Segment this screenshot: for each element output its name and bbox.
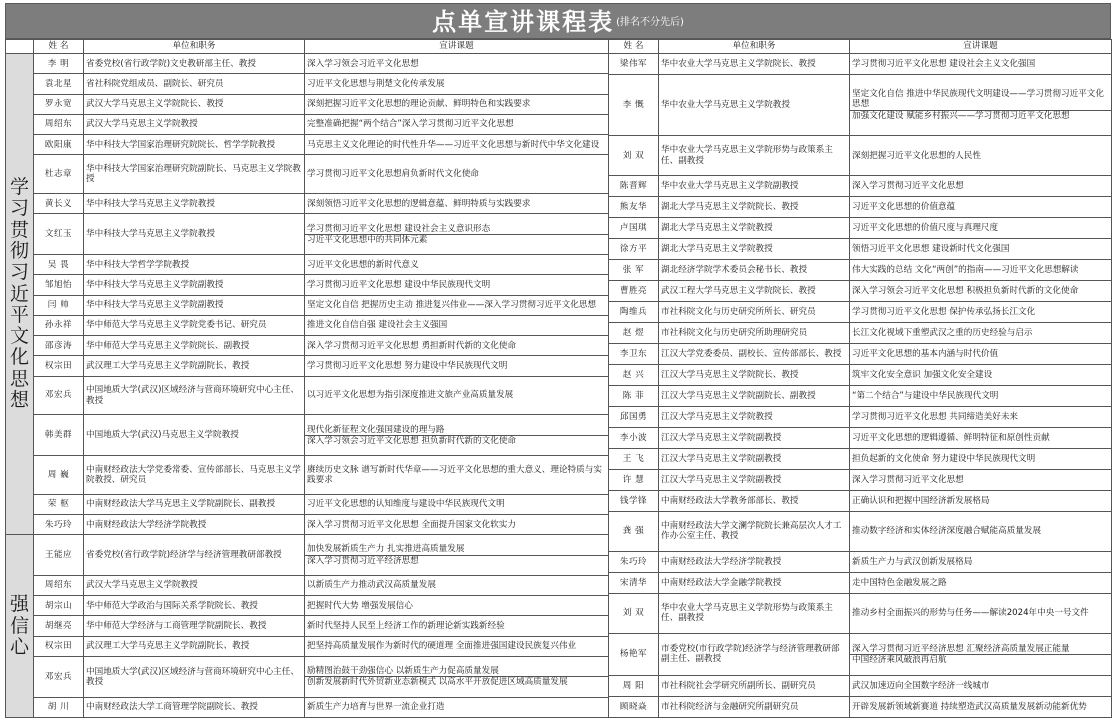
speaker-name: 杨艳军 bbox=[609, 634, 659, 676]
table-row bbox=[609, 427, 1112, 448]
category-label: 学习贯彻习近平文化思想 bbox=[9, 176, 29, 411]
lecture-topic bbox=[850, 197, 1112, 218]
title-subtitle: (排名不分先后) bbox=[616, 17, 684, 28]
lecture-topic bbox=[850, 675, 1112, 696]
topic-line: 加强文化建设 赋能乡村振兴——学习贯彻习近平文化思想 bbox=[850, 110, 1111, 121]
speaker-unit: 华中师范大学马克思主义学院院长、副教授 bbox=[84, 336, 305, 356]
table-row bbox=[609, 239, 1112, 260]
topic-line: 担负起新的文化使命 努力建设中华民族现代文明 bbox=[852, 453, 1036, 464]
speaker-name: 王 飞 bbox=[609, 448, 659, 469]
topic-line: 学习贯彻习近平文化思想 保护传承弘扬长江文化 bbox=[852, 306, 1036, 317]
lecture-topic bbox=[850, 385, 1112, 406]
speaker-unit: 中南财经政法大学工商管理学院副院长、教授 bbox=[84, 697, 305, 717]
left-header-category bbox=[6, 40, 34, 54]
topic-line: 走中国特色金融发展之路 bbox=[852, 577, 947, 588]
speaker-name: 陈晋辉 bbox=[609, 176, 659, 197]
lecture-topic bbox=[850, 281, 1112, 302]
lecture-topic bbox=[850, 469, 1112, 490]
topic-line: 习近平文化思想的价值尺度与真理尺度 bbox=[852, 223, 999, 234]
topic-line: 学习贯彻习近平文化思想 建设社会主义意识形态 bbox=[307, 223, 491, 234]
speaker-name: 邵彦涛 bbox=[34, 336, 84, 356]
lecture-topic bbox=[850, 593, 1112, 633]
right-header-row bbox=[609, 40, 1112, 54]
topic-line: 学习贯彻习近平文化思想 努力建设中华民族现代文明 bbox=[307, 360, 508, 371]
speaker-unit: 华中科技大学马克思主义学院教授 bbox=[84, 194, 305, 214]
table-row bbox=[6, 456, 609, 495]
topic-line: 开辟发展新领域新赛道 持续塑造武汉高质量发展新动能新优势 bbox=[852, 701, 1087, 712]
title-main: 点单宣讲课程表 bbox=[432, 8, 615, 36]
lecture-topic bbox=[305, 616, 609, 636]
speaker-name: 陶维兵 bbox=[609, 302, 659, 323]
speaker-unit: 江汉大学马克思主义学院教授 bbox=[659, 406, 850, 427]
table-row bbox=[6, 575, 609, 595]
topic-line: 习近平文化思想的价值意蕴 bbox=[852, 202, 956, 213]
topic-line: 深入学习贯彻习近平经济思想 汇聚经济高质量发展正能量 bbox=[852, 643, 1070, 654]
topic-line: 深入学习领会习近平文化思想 bbox=[307, 58, 419, 69]
lecture-topic bbox=[850, 448, 1112, 469]
lecture-topic bbox=[305, 54, 609, 74]
table-row bbox=[609, 593, 1112, 633]
topic-line: 新质生产力培育与世界一流企业打造 bbox=[307, 702, 445, 713]
table-row bbox=[6, 135, 609, 155]
speaker-name: 卢国琪 bbox=[609, 218, 659, 239]
topic-line: 筑牢文化安全意识 加强文化安全建设 bbox=[852, 369, 993, 380]
table-row bbox=[6, 515, 609, 535]
left-header-unit: 单位和职务 bbox=[84, 40, 305, 54]
topic-line: 完整准确把握“两个结合”深入学习贯彻习近平文化思想 bbox=[307, 119, 514, 130]
table-row bbox=[609, 572, 1112, 593]
topic-line: 马克思主义文化理论的时代性升华——习近平文化思想与新时代中华文化建设 bbox=[307, 139, 600, 150]
topic-line: 新质生产力与武汉创新发展格局 bbox=[852, 556, 973, 567]
speaker-name: 邹旭怡 bbox=[34, 275, 84, 295]
speaker-name: 朱巧玲 bbox=[34, 515, 84, 535]
speaker-unit: 中南财经政法大学教务部部长、教授 bbox=[659, 490, 850, 511]
speaker-unit: 武汉理工大学马克思主义学院副院长、教授 bbox=[84, 636, 305, 656]
topic-line: 深入学习贯彻习近平文化思想 bbox=[852, 181, 964, 192]
speaker-name: 黄长义 bbox=[34, 194, 84, 214]
speaker-name: 顾晓焱 bbox=[609, 696, 659, 717]
page-title bbox=[6, 7, 1110, 38]
topic-line: 深刻把握习近平文化思想的人民性 bbox=[852, 150, 981, 161]
speaker-unit: 江汉大学马克思主义学院院长、教授 bbox=[659, 364, 850, 385]
table-row bbox=[6, 657, 609, 698]
table-row bbox=[609, 364, 1112, 385]
speaker-name: 权宗田 bbox=[34, 356, 84, 376]
speaker-name: 李 明 bbox=[34, 54, 84, 74]
table-row bbox=[6, 214, 609, 255]
topic-line: 习近平文化思想与荆楚文化传承发展 bbox=[307, 78, 445, 89]
lecture-topic bbox=[305, 114, 609, 134]
lecture-topic bbox=[305, 575, 609, 595]
right-schedule-table bbox=[608, 39, 1112, 718]
speaker-unit: 华中科技大学马克思主义学院副教授 bbox=[84, 295, 305, 315]
topic-line: “第二个结合”与建设中华民族现代文明 bbox=[852, 390, 999, 401]
speaker-name: 宋清华 bbox=[609, 572, 659, 593]
speaker-name: 袁北星 bbox=[34, 74, 84, 94]
topic-line: 深入学习贯彻习近平文化思想 全面提升国家文化软实力 bbox=[307, 519, 516, 530]
lecture-topic bbox=[305, 356, 609, 376]
speaker-unit: 江汉大学马克思主义学院副教授 bbox=[659, 469, 850, 490]
table-row bbox=[609, 448, 1112, 469]
right-header-unit: 单位和职务 bbox=[659, 40, 850, 54]
speaker-unit: 江汉大学马克思主义学院副教授 bbox=[659, 427, 850, 448]
right-header-topic: 宣讲课题 bbox=[850, 40, 1112, 54]
topic-line: 以习近平文化思想为指引深度推进文旅产业高质量发展 bbox=[307, 390, 514, 401]
table-row bbox=[609, 218, 1112, 239]
lecture-topic bbox=[305, 315, 609, 335]
topic-line: 把握时代大势 增强发展信心 bbox=[307, 600, 413, 611]
table-row bbox=[6, 155, 609, 194]
speaker-name: 罗永宽 bbox=[34, 94, 84, 114]
speaker-name: 荣 枢 bbox=[34, 494, 84, 514]
topic-line: 把坚持高质量发展作为新时代的硬道理 全面推进强国建设民族复兴伟业 bbox=[307, 641, 577, 652]
speaker-name: 李卫东 bbox=[609, 344, 659, 365]
speaker-name: 胡 川 bbox=[34, 697, 84, 717]
speaker-name: 王能应 bbox=[34, 535, 84, 576]
lecture-topic bbox=[850, 634, 1112, 676]
speaker-unit: 华中农业大学马克思主义学院副教授 bbox=[659, 176, 850, 197]
table-row bbox=[609, 675, 1112, 696]
lecture-topic bbox=[305, 697, 609, 717]
speaker-name: 邓宏兵 bbox=[34, 376, 84, 415]
lecture-topic bbox=[850, 490, 1112, 511]
speaker-name: 赵 兴 bbox=[609, 364, 659, 385]
speaker-unit: 中国地质大学(武汉)马克思主义学院教授 bbox=[84, 415, 305, 456]
speaker-unit: 省委党校(省行政学院)文史教研部主任、教授 bbox=[84, 54, 305, 74]
topic-line: 伟大实践的总结 文化“两创”的指南——习近平文化思想解读 bbox=[852, 264, 1079, 275]
speaker-unit: 华中科技大学哲学学院教授 bbox=[84, 255, 305, 275]
topic-line: 现代化新征程文化强国建设的理与路 bbox=[307, 424, 445, 435]
lecture-topic bbox=[850, 74, 1112, 135]
topic-line: 习近平文化思想的基本内涵与时代价值 bbox=[852, 348, 999, 359]
lecture-topic bbox=[305, 515, 609, 535]
speaker-name: 孙永祥 bbox=[34, 315, 84, 335]
topic-line: 深入学习领会习近平文化思想 担负新时代新的文化使命 bbox=[305, 435, 608, 446]
topic-line: 深刻领悟习近平文化思想的逻辑意蕴、鲜明特质与实践要求 bbox=[307, 198, 531, 209]
lecture-topic bbox=[305, 415, 609, 456]
topic-line: 武汉加速迈向全国数字经济一线城市 bbox=[852, 680, 990, 691]
speaker-unit: 华中师范大学政治与国际关系学院院长、教授 bbox=[84, 596, 305, 616]
speaker-name: 熊友华 bbox=[609, 197, 659, 218]
speaker-unit: 中南财经政法大学金融学院教授 bbox=[659, 572, 850, 593]
speaker-unit: 武汉理工大学马克思主义学院副院长、教授 bbox=[84, 356, 305, 376]
table-row bbox=[609, 176, 1112, 197]
speaker-unit: 市社科院社会学研究所副所长、副研究员 bbox=[659, 675, 850, 696]
table-row bbox=[609, 281, 1112, 302]
lecture-topic bbox=[305, 336, 609, 356]
topic-line: 长江文化视域下重塑武汉之重的历史经验与启示 bbox=[852, 327, 1033, 338]
table-row bbox=[609, 634, 1112, 676]
category-label: 强信心 bbox=[9, 593, 29, 658]
speaker-unit: 中国地质大学(武汉)区域经济与营商环境研究中心主任、教授 bbox=[84, 657, 305, 698]
category-cell bbox=[6, 535, 34, 718]
topic-line: 深入学习贯彻习近平文化思想 bbox=[852, 474, 964, 485]
speaker-unit: 中南财经政法大学党委常委、宣传部部长、马克思主义学院教授、研究员 bbox=[84, 456, 305, 495]
lecture-topic bbox=[305, 596, 609, 616]
lecture-topic bbox=[305, 295, 609, 315]
left-header-topic: 宣讲课题 bbox=[305, 40, 609, 54]
table-row bbox=[6, 535, 609, 576]
speaker-name: 胡继亮 bbox=[34, 616, 84, 636]
table-row bbox=[6, 295, 609, 315]
table-row bbox=[6, 415, 609, 456]
speaker-name: 龚 强 bbox=[609, 511, 659, 551]
speaker-unit: 华中科技大学马克思主义学院副教授 bbox=[84, 275, 305, 295]
table-row bbox=[609, 54, 1112, 75]
lecture-topic bbox=[305, 657, 609, 698]
lecture-topic bbox=[305, 255, 609, 275]
category-cell bbox=[6, 54, 34, 535]
speaker-name: 刘 双 bbox=[609, 136, 659, 176]
topic-line: 深入学习贯彻习近平文化思想 勇担新时代新的文化使命 bbox=[307, 340, 516, 351]
lecture-topic bbox=[850, 302, 1112, 323]
table-row bbox=[6, 596, 609, 616]
lecture-topic bbox=[850, 427, 1112, 448]
speaker-unit: 江汉大学马克思主义学院副院长、副教授 bbox=[659, 385, 850, 406]
speaker-unit: 中南财经政法大学经济学院教授 bbox=[84, 515, 305, 535]
speaker-unit: 武汉大学马克思主义学院院长、教授 bbox=[84, 94, 305, 114]
speaker-name: 李小波 bbox=[609, 427, 659, 448]
topic-line: 中国经济乘风破浪再启航 bbox=[850, 654, 1111, 665]
table-row bbox=[6, 315, 609, 335]
topic-line: 赓续历史文脉 谱写新时代华章——习近平文化思想的重大意义、理论特质与实践要求 bbox=[307, 464, 602, 485]
lecture-topic bbox=[305, 275, 609, 295]
table-row bbox=[609, 406, 1112, 427]
lecture-topic bbox=[305, 155, 609, 194]
table-row bbox=[6, 336, 609, 356]
lecture-topic bbox=[850, 176, 1112, 197]
table-row bbox=[609, 302, 1112, 323]
topic-line: 习近平文化思想的新时代意义 bbox=[307, 259, 419, 270]
topic-line: 创新发展新时代外贸新业态新模式 以高水平开放促进区域高质量发展 bbox=[305, 676, 608, 687]
lecture-topic bbox=[305, 535, 609, 576]
table-row bbox=[609, 74, 1112, 135]
table-row bbox=[6, 74, 609, 94]
speaker-unit: 省社科院党组成员、副院长、研究员 bbox=[84, 74, 305, 94]
table-row bbox=[6, 194, 609, 214]
lecture-topic bbox=[850, 218, 1112, 239]
table-row bbox=[6, 54, 609, 74]
speaker-unit: 湖北经济学院学术委员会秘书长、教授 bbox=[659, 260, 850, 281]
topic-line: 推动数字经济和实体经济深度融合赋能高质量发展 bbox=[852, 526, 1042, 537]
speaker-name: 文红玉 bbox=[34, 214, 84, 255]
topic-line: 习近平文化思想中的共同体元素 bbox=[305, 234, 608, 245]
lecture-topic bbox=[305, 456, 609, 495]
lecture-topic bbox=[305, 194, 609, 214]
lecture-topic bbox=[850, 54, 1112, 75]
speaker-unit: 市委党校(市行政学院)经济学与经济管理教研部副主任、副教授 bbox=[659, 634, 850, 676]
table-row bbox=[6, 255, 609, 275]
speaker-name: 吴 畏 bbox=[34, 255, 84, 275]
table-row bbox=[609, 511, 1112, 551]
topic-line: 学习贯彻习近平文化思想肩负新时代文化使命 bbox=[307, 169, 479, 180]
speaker-name: 梁伟军 bbox=[609, 54, 659, 75]
speaker-unit: 华中师范大学经济与工商管理学院副院长、教授 bbox=[84, 616, 305, 636]
table-row bbox=[6, 275, 609, 295]
right-header-name: 姓 名 bbox=[609, 40, 659, 54]
topic-line: 加快发展新质生产力 扎实推进高质量发展 bbox=[307, 544, 465, 555]
lecture-topic bbox=[305, 135, 609, 155]
table-row bbox=[6, 697, 609, 717]
lecture-topic bbox=[850, 406, 1112, 427]
speaker-name: 周 阳 bbox=[609, 675, 659, 696]
table-row bbox=[609, 136, 1112, 176]
lecture-topic bbox=[850, 696, 1112, 717]
lecture-topic bbox=[850, 239, 1112, 260]
table-row bbox=[609, 260, 1112, 281]
table-row bbox=[609, 385, 1112, 406]
speaker-unit: 华中农业大学马克思主义学院院长、教授 bbox=[659, 54, 850, 75]
left-schedule-table bbox=[5, 39, 609, 718]
table-row bbox=[6, 94, 609, 114]
speaker-unit: 湖北大学马克思主义学院教授 bbox=[659, 218, 850, 239]
speaker-unit: 华中农业大学马克思主义学院形势与政策系主任、副教授 bbox=[659, 136, 850, 176]
speaker-name: 闫 帅 bbox=[34, 295, 84, 315]
lecture-topic bbox=[305, 636, 609, 656]
topic-line: 学习贯彻习近平文化思想 建设社会主义文化强国 bbox=[852, 58, 1036, 69]
speaker-unit: 武汉大学马克思主义学院教授 bbox=[84, 114, 305, 134]
speaker-unit: 湖北大学马克思主义学院教授 bbox=[659, 239, 850, 260]
speaker-unit: 市社科院文化与历史研究所所长、研究员 bbox=[659, 302, 850, 323]
title-bar bbox=[5, 3, 1111, 39]
table-row bbox=[609, 696, 1112, 717]
table-row bbox=[6, 114, 609, 134]
table-row bbox=[6, 376, 609, 415]
speaker-unit: 华中科技大学马克思主义学院教授 bbox=[84, 214, 305, 255]
speaker-unit: 市社科院文化与历史研究所助理研究员 bbox=[659, 323, 850, 344]
topic-line: 新时代坚持人民至上经济工作的新理论新实践新经验 bbox=[307, 621, 505, 631]
speaker-unit: 华中科技大学国家治理研究院副院长、马克思主义学院教授 bbox=[84, 155, 305, 194]
lecture-topic bbox=[305, 74, 609, 94]
speaker-unit: 中南财经政法大学马克思主义学院副院长、副教授 bbox=[84, 494, 305, 514]
topic-line: 深入学习贯彻习近平经济思想 bbox=[305, 555, 608, 566]
topic-line: 坚定文化自信 推进中华民族现代文明建设——学习贯彻习近平文化思想 bbox=[852, 89, 1104, 110]
speaker-unit: 华中农业大学马克思主义学院教授 bbox=[659, 74, 850, 135]
table-row bbox=[6, 616, 609, 636]
speaker-name: 邓宏兵 bbox=[34, 657, 84, 698]
topic-line: 习近平文化思想的逻辑遵循、鲜明特征和原创性贡献 bbox=[852, 432, 1050, 443]
topic-line: 习近平文化思想的认知维度与建设中华民族现代文明 bbox=[307, 499, 505, 510]
topic-line: 学习贯彻习近平文化思想 共同缔造美好未来 bbox=[852, 411, 1019, 422]
table-row bbox=[6, 494, 609, 514]
topic-line: 推动乡村全面振兴的形势与任务——解读2024年中央一号文件 bbox=[852, 608, 1089, 619]
speaker-unit: 中南财经政法大学经济学院教授 bbox=[659, 551, 850, 572]
speaker-name: 胡宗山 bbox=[34, 596, 84, 616]
lecture-topic bbox=[305, 94, 609, 114]
left-header-row bbox=[6, 40, 609, 54]
table-row bbox=[609, 469, 1112, 490]
table-row bbox=[6, 356, 609, 376]
speaker-name: 刘 双 bbox=[609, 593, 659, 633]
topic-line: 深刻把握习近平文化思想的理论贡献、鲜明特色和实践要求 bbox=[307, 99, 531, 110]
topic-line: 励精图治鼓干劲强信心 以新质生产力促高质量发展 bbox=[307, 666, 499, 677]
speaker-unit: 武汉工程大学马克思主义学院院长、教授 bbox=[659, 281, 850, 302]
speaker-name: 欧阳康 bbox=[34, 135, 84, 155]
speaker-name: 周 巍 bbox=[34, 456, 84, 495]
lecture-topic bbox=[850, 364, 1112, 385]
lecture-topic bbox=[305, 494, 609, 514]
table-row bbox=[609, 551, 1112, 572]
table-row bbox=[609, 490, 1112, 511]
topic-line: 深入学习领会习近平文化思想 积极担负新时代新的文化使命 bbox=[852, 285, 1079, 296]
left-header-name: 姓 名 bbox=[34, 40, 84, 54]
speaker-name: 杜志章 bbox=[34, 155, 84, 194]
speaker-unit: 华中科技大学国家治理研究院院长、哲学学院教授 bbox=[84, 135, 305, 155]
lecture-topic bbox=[850, 323, 1112, 344]
topic-line: 正确认识和把握中国经济新发展格局 bbox=[852, 495, 990, 506]
lecture-topic bbox=[850, 260, 1112, 281]
speaker-unit: 湖北大学马克思主义学院院长、教授 bbox=[659, 197, 850, 218]
lecture-topic bbox=[850, 551, 1112, 572]
topic-line: 领悟习近平文化思想 建设新时代文化强国 bbox=[852, 244, 1010, 254]
speaker-name: 赵 煜 bbox=[609, 323, 659, 344]
speaker-name: 陈 菲 bbox=[609, 385, 659, 406]
topic-line: 以新质生产力推动武汉高质量发展 bbox=[307, 580, 436, 591]
table-row bbox=[6, 636, 609, 656]
course-schedule-page bbox=[5, 3, 1111, 718]
speaker-name: 钱学锋 bbox=[609, 490, 659, 511]
speaker-name: 朱巧玲 bbox=[609, 551, 659, 572]
speaker-unit: 中国地质大学(武汉)区域经济与营商环境研究中心主任、教授 bbox=[84, 376, 305, 415]
speaker-name: 张 军 bbox=[609, 260, 659, 281]
speaker-unit: 江汉大学党委委员、副校长、宣传部部长、教授 bbox=[659, 344, 850, 365]
speaker-name: 韩美群 bbox=[34, 415, 84, 456]
speaker-name: 许 慧 bbox=[609, 469, 659, 490]
speaker-unit: 江汉大学马克思主义学院副教授 bbox=[659, 448, 850, 469]
lecture-topic bbox=[850, 344, 1112, 365]
lecture-topic bbox=[305, 376, 609, 415]
speaker-name: 周绍东 bbox=[34, 575, 84, 595]
table-row bbox=[609, 323, 1112, 344]
lecture-topic bbox=[305, 214, 609, 255]
speaker-name: 权宗田 bbox=[34, 636, 84, 656]
topic-line: 坚定文化自信 把握历史主动 推进复兴伟业——深入学习贯彻习近平文化思想 bbox=[307, 300, 597, 311]
speaker-unit: 市社科院经济与金融研究所副研究员 bbox=[659, 696, 850, 717]
lecture-topic bbox=[850, 572, 1112, 593]
topic-line: 学习贯彻习近平文化思想 建设中华民族现代文明 bbox=[307, 279, 491, 290]
lecture-topic bbox=[850, 511, 1112, 551]
speaker-name: 徐方平 bbox=[609, 239, 659, 260]
speaker-name: 邱国勇 bbox=[609, 406, 659, 427]
speaker-name: 周绍东 bbox=[34, 114, 84, 134]
topic-line: 推进文化自信自强 建设社会主义强国 bbox=[307, 320, 448, 331]
table-row bbox=[609, 197, 1112, 218]
speaker-unit: 中南财经政法大学文澜学院院长兼高层次人才工作办公室主任、教授 bbox=[659, 511, 850, 551]
speaker-unit: 华中农业大学马克思主义学院形势与政策系主任、副教授 bbox=[659, 593, 850, 633]
speaker-unit: 华中师范大学马克思主义学院党委书记、研究员 bbox=[84, 315, 305, 335]
speaker-unit: 省委党校(省行政学院)经济学与经济管理教研部教授 bbox=[84, 535, 305, 576]
table-row bbox=[609, 344, 1112, 365]
speaker-unit: 武汉大学马克思主义学院教授 bbox=[84, 575, 305, 595]
lecture-topic bbox=[850, 136, 1112, 176]
speaker-name: 李 慨 bbox=[609, 74, 659, 135]
speaker-name: 曹胜亮 bbox=[609, 281, 659, 302]
